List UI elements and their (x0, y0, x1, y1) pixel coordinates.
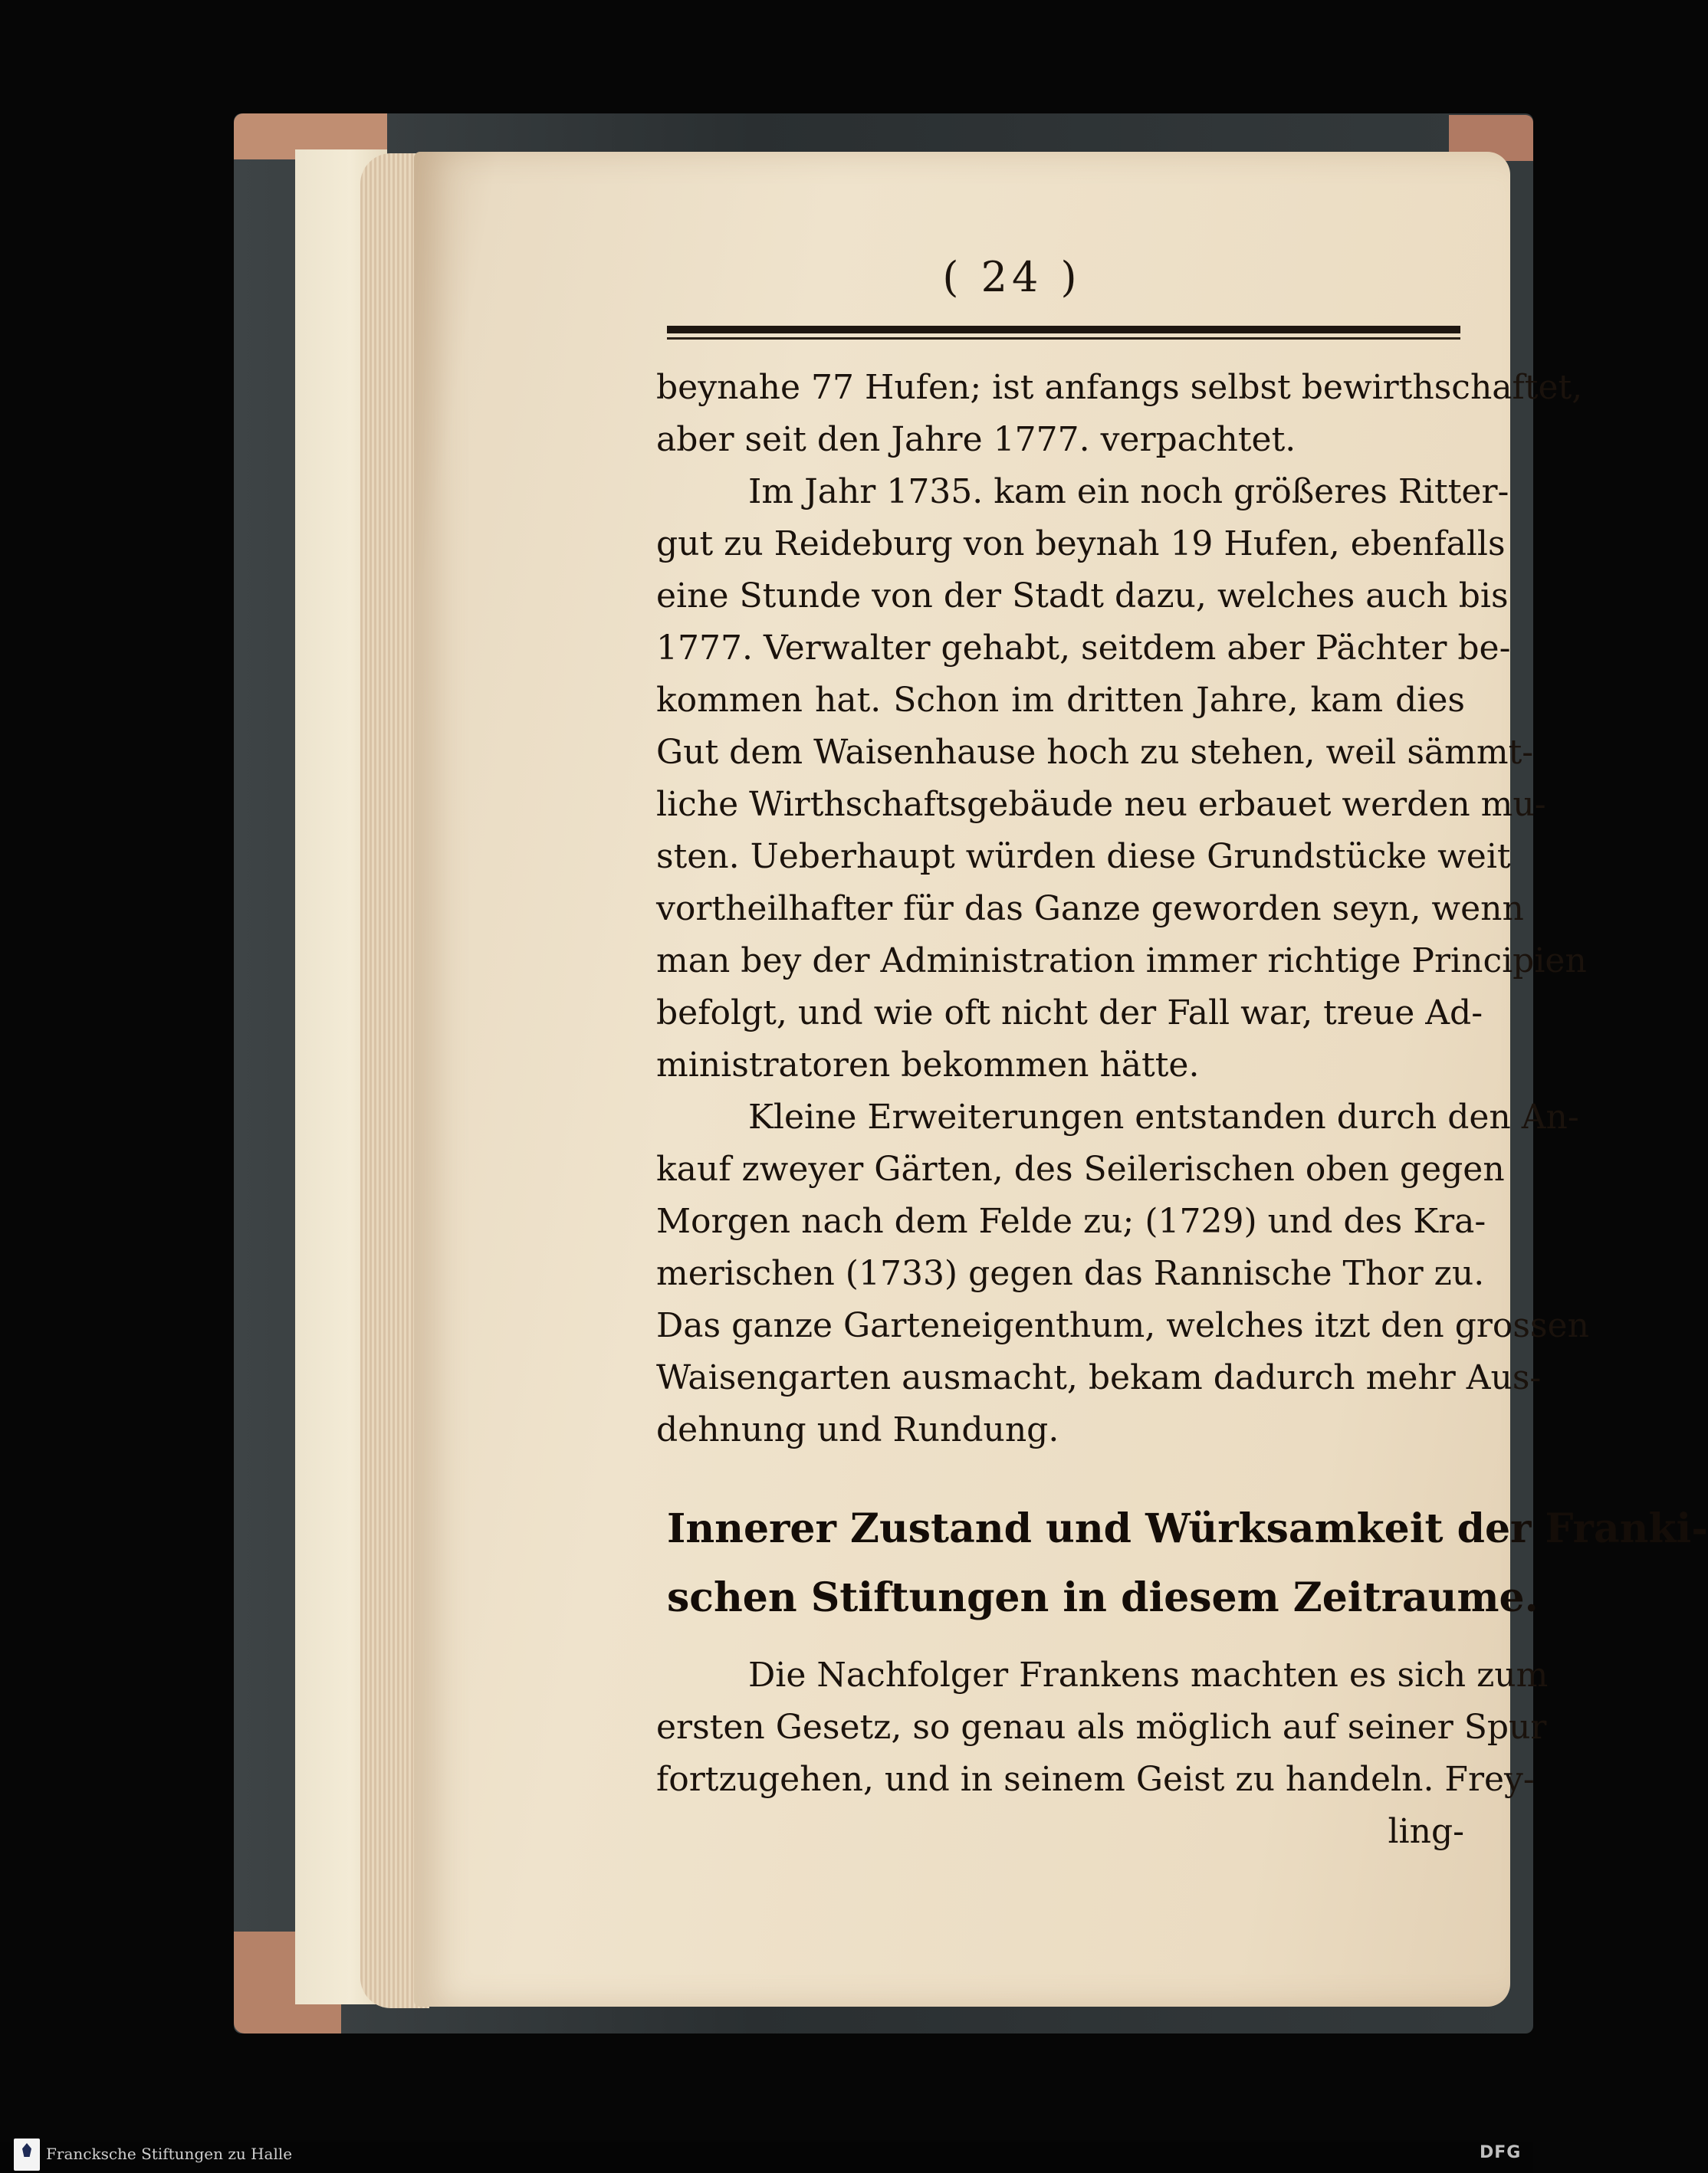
heading-line: Innerer Zustand und Würksamkeit der Franki- (667, 1505, 1708, 1552)
dfg-logo: DFG (1480, 2143, 1522, 2162)
catchword: ling- (1388, 1812, 1464, 1851)
text-line: Kleine Erweiterungen entstanden durch den An- (748, 1098, 1579, 1137)
text-line: befolgt, und wie oft nicht der Fall war, treue Ad- (656, 993, 1483, 1032)
text-line: liche Wirthschaftsgebäude neu erbauet werden mu- (656, 785, 1546, 824)
paragraph-4 (656, 1649, 1549, 1806)
heading-line: schen Stiftungen in diesem Zeitraume. (667, 1574, 1539, 1621)
text-line: Im Jahr 1735. kam ein noch größeres Ritter- (748, 472, 1509, 511)
paragraph-3 (656, 1091, 1589, 1456)
text-line: man bey der Administration immer richtige Principien (656, 941, 1587, 980)
footer-institution: Francksche Stiftungen zu Halle (46, 2145, 293, 2163)
paragraph-1 (656, 362, 1583, 466)
page-number: ( 24 ) (942, 253, 1082, 301)
text-line: eine Stunde von der Stadt dazu, welches auch bis (656, 576, 1509, 615)
text-line: fortzugehen, und in seinem Geist zu handeln. Frey- (656, 1760, 1535, 1799)
body-text (656, 362, 1589, 1456)
text-line: aber seit den Jahre 1777. verpachtet. (656, 420, 1296, 459)
text-line: vortheilhafter für das Ganze geworden seyn, wenn (656, 889, 1524, 928)
franckesche-stiftungen-logo-icon (14, 2139, 40, 2171)
text-line: kommen hat. Schon im dritten Jahre, kam dies (656, 681, 1465, 720)
text-line: Waisengarten ausmacht, bekam dadurch mehr Aus- (656, 1358, 1542, 1397)
text-line: ersten Gesetz, so genau als möglich auf seiner Spur (656, 1708, 1547, 1747)
header-rule (667, 326, 1460, 333)
text-line: gut zu Reideburg von beynah 19 Hufen, ebenfalls (656, 524, 1506, 563)
section-heading (667, 1495, 1708, 1633)
text-line: kauf zweyer Gärten, des Seilerischen oben gegen (656, 1150, 1505, 1189)
text-line: Das ganze Garteneigenthum, welches itzt den grossen (656, 1306, 1589, 1345)
text-line: Gut dem Waisenhause hoch zu stehen, weil sämmt- (656, 733, 1534, 772)
header-rule-thin (667, 337, 1460, 340)
text-line: 1777. Verwalter gehabt, seitdem aber Pächter be- (656, 629, 1511, 668)
paragraph-2 (656, 466, 1587, 1091)
text-line: ministratoren bekommen hätte. (656, 1045, 1200, 1085)
text-line: Morgen nach dem Felde zu; (1729) und des Kra- (656, 1202, 1486, 1241)
text-line: Die Nachfolger Frankens machten es sich zum (748, 1656, 1549, 1695)
text-line: merischen (1733) gegen das Rannische Thor zu. (656, 1254, 1485, 1293)
text-line: sten. Ueberhaupt würden diese Grundstücke weit (656, 837, 1511, 876)
text-line: beynahe 77 Hufen; ist anfangs selbst bewirthschaftet, (656, 368, 1583, 407)
text-line: dehnung und Rundung. (656, 1410, 1059, 1449)
